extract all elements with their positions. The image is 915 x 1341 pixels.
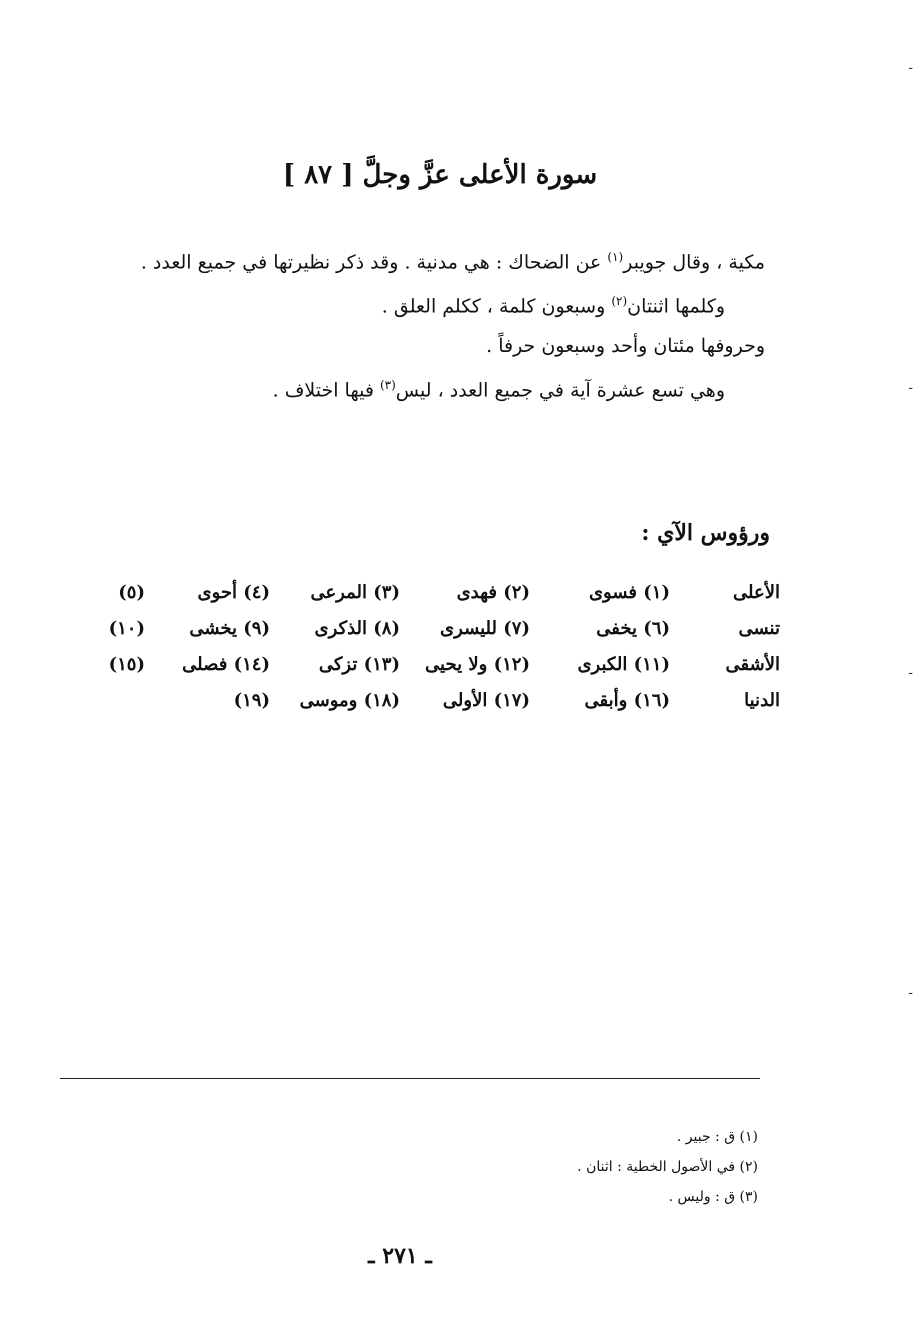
verse-cell: (١) فسوى	[588, 582, 670, 603]
verse-cell: (٧) لليسرى	[440, 618, 530, 639]
paragraph-3	[75, 327, 765, 366]
verse-cell: (١٢) ولا يحيى	[425, 654, 530, 675]
verse-cell: (١١) الكبرى	[577, 654, 670, 675]
page-number: ـ ٢٧١ ـ	[368, 1243, 432, 1269]
footnote-divider	[60, 1078, 760, 1079]
verse-cell: (١٣) تزكى	[318, 654, 400, 675]
text-after: وسبعون كلمة ، ككلم العلق .	[381, 295, 612, 318]
verse-cell: (٦) يخفى	[596, 618, 670, 639]
intro-text	[75, 238, 765, 410]
footnote-2: (٢) في الأصول الخطية : اثنان .	[577, 1159, 758, 1175]
verse-cell: (٨) الذكرى	[314, 618, 400, 639]
text-before: وكلمها اثنتان	[627, 295, 725, 318]
text-before: وحروفها مئتان وأحد وسبعون حرفاً .	[486, 334, 765, 357]
verse-cell: (١٥)	[108, 654, 145, 675]
verse-cell: (١٧) الأولى	[442, 690, 530, 711]
verse-row	[60, 582, 780, 618]
text-after: فيها اختلاف .	[272, 378, 380, 401]
margin-tick: -	[908, 665, 913, 681]
footnote-ref: (١)	[607, 250, 624, 264]
verse-endings-table	[60, 582, 780, 726]
verse-cell: الأعلى	[733, 582, 780, 603]
verse-cell: (٥)	[118, 582, 145, 603]
verse-cell: (٢) فهدى	[456, 582, 530, 603]
text-before: مكية ، وقال جويبر	[623, 251, 765, 274]
text-after: عن الضحاك : هي مدنية . وقد ذكر نظيرتها في جميع العدد .	[140, 251, 608, 274]
verse-cell: تنسى	[738, 618, 780, 639]
verses-heading: ورؤوس الآي :	[641, 520, 770, 546]
verse-cell: (١٨) وموسى	[299, 690, 400, 711]
verse-cell: (٤) أحوى	[197, 582, 270, 603]
margin-tick: -	[908, 60, 913, 76]
margin-tick: -	[908, 985, 913, 1001]
paragraph-1	[75, 238, 765, 282]
paragraph-2	[75, 282, 765, 326]
verse-cell: (١٤) فصلى	[182, 654, 270, 675]
verse-cell: (١٦) وأبقى	[584, 690, 670, 711]
verse-cell: الدنيا	[744, 690, 780, 711]
verse-row	[60, 618, 780, 654]
text-before: وهي تسع عشرة آية في جميع العدد ، ليس	[395, 378, 725, 401]
verse-cell: (١٠)	[108, 618, 145, 639]
verse-cell: (١٩)	[233, 690, 270, 711]
paragraph-4	[75, 366, 765, 410]
footnote-ref: (٢)	[611, 294, 628, 309]
verse-cell: (٣) المرعى	[310, 582, 400, 603]
footnote-ref: (٣)	[379, 377, 396, 392]
footnotes	[158, 1122, 758, 1212]
verse-cell: الأشقى	[725, 654, 780, 675]
surah-title: سورة الأعلى عزَّ وجلَّ [ ٨٧ ]	[282, 160, 598, 190]
footnote-1: (١) ق : جبير .	[676, 1129, 758, 1145]
verse-row	[60, 690, 780, 726]
margin-tick: -	[908, 380, 913, 396]
verse-cell: (٩) يخشى	[189, 618, 270, 639]
verse-row	[60, 654, 780, 690]
footnote-3: (٣) ق : وليس .	[668, 1189, 758, 1205]
